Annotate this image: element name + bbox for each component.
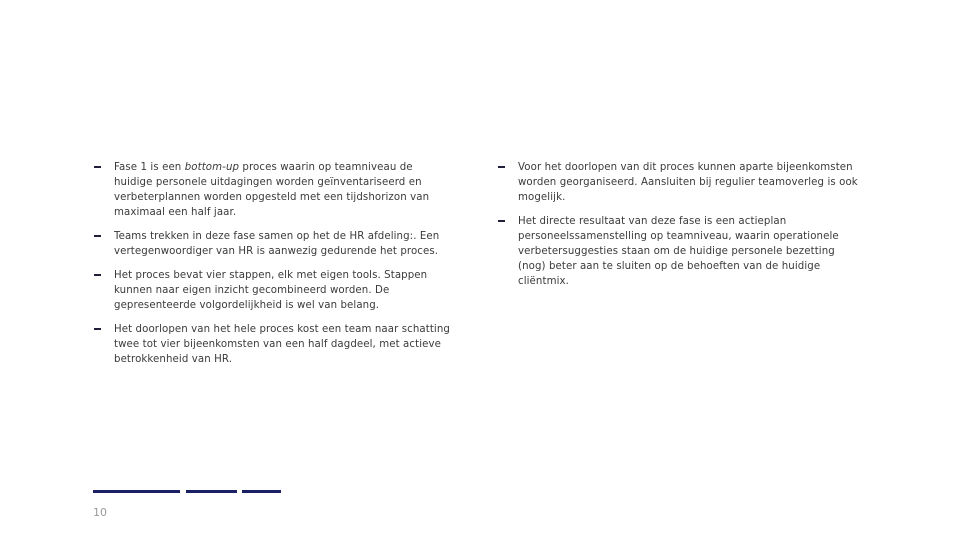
list-item bbox=[94, 322, 454, 367]
bullet-text: Het directe resultaat van deze fase is een actieplan personeelssamenstelling op teamniveau, waarin operationele verbetersuggesties staan om de huidige personele bezetting (nog) beter aan te sluiten op de behoeften van de huidige cliëntmix. bbox=[518, 216, 839, 287]
dash-bullet-icon bbox=[498, 166, 505, 168]
bullet-text: Het doorlopen van het hele proces kost een team naar schatting twee tot vier bijeenkomsten van een half dagdeel, met actieve betrokkenheid van HR. bbox=[114, 324, 450, 365]
bullet-text: Het proces bevat vier stappen, elk met eigen tools. Stappen kunnen naar eigen inzicht gecombineerd worden. De gepresenteerde volgordelijkheid is wel van belang. bbox=[114, 270, 428, 311]
bullet-text: Fase 1 is een bottom-up proces waarin op teamniveau de huidige personele uitdagingen worden geïnventariseerd en verbeterplannen worden opgesteld met een tijdshorizon van maximaal een half jaar. bbox=[114, 162, 430, 218]
dash-bullet-icon bbox=[94, 328, 101, 330]
footer-bar bbox=[242, 490, 281, 493]
list-item bbox=[498, 160, 858, 205]
page-number: 10 bbox=[93, 506, 107, 519]
right-bullet-list bbox=[498, 160, 858, 298]
bullet-text: Voor het doorlopen van dit proces kunnen aparte bijeenkomsten worden georganiseerd. Aansluiten bij regulier teamoverleg is ook mogelijk. bbox=[518, 162, 858, 203]
list-item bbox=[498, 214, 858, 289]
footer-bar bbox=[93, 490, 180, 493]
list-item bbox=[94, 268, 454, 313]
dash-bullet-icon bbox=[498, 220, 505, 222]
left-bullet-list bbox=[94, 160, 454, 376]
dash-bullet-icon bbox=[94, 274, 101, 276]
list-item bbox=[94, 160, 454, 220]
dash-bullet-icon bbox=[94, 235, 101, 237]
emphasis-text: bottom-up bbox=[184, 162, 240, 173]
bullet-text: Teams trekken in deze fase samen op het de HR afdeling:. Een vertegenwoordiger van HR is aanwezig gedurende het proces. bbox=[114, 231, 440, 257]
dash-bullet-icon bbox=[94, 166, 101, 168]
footer-bar bbox=[186, 490, 237, 493]
list-item bbox=[94, 229, 454, 259]
